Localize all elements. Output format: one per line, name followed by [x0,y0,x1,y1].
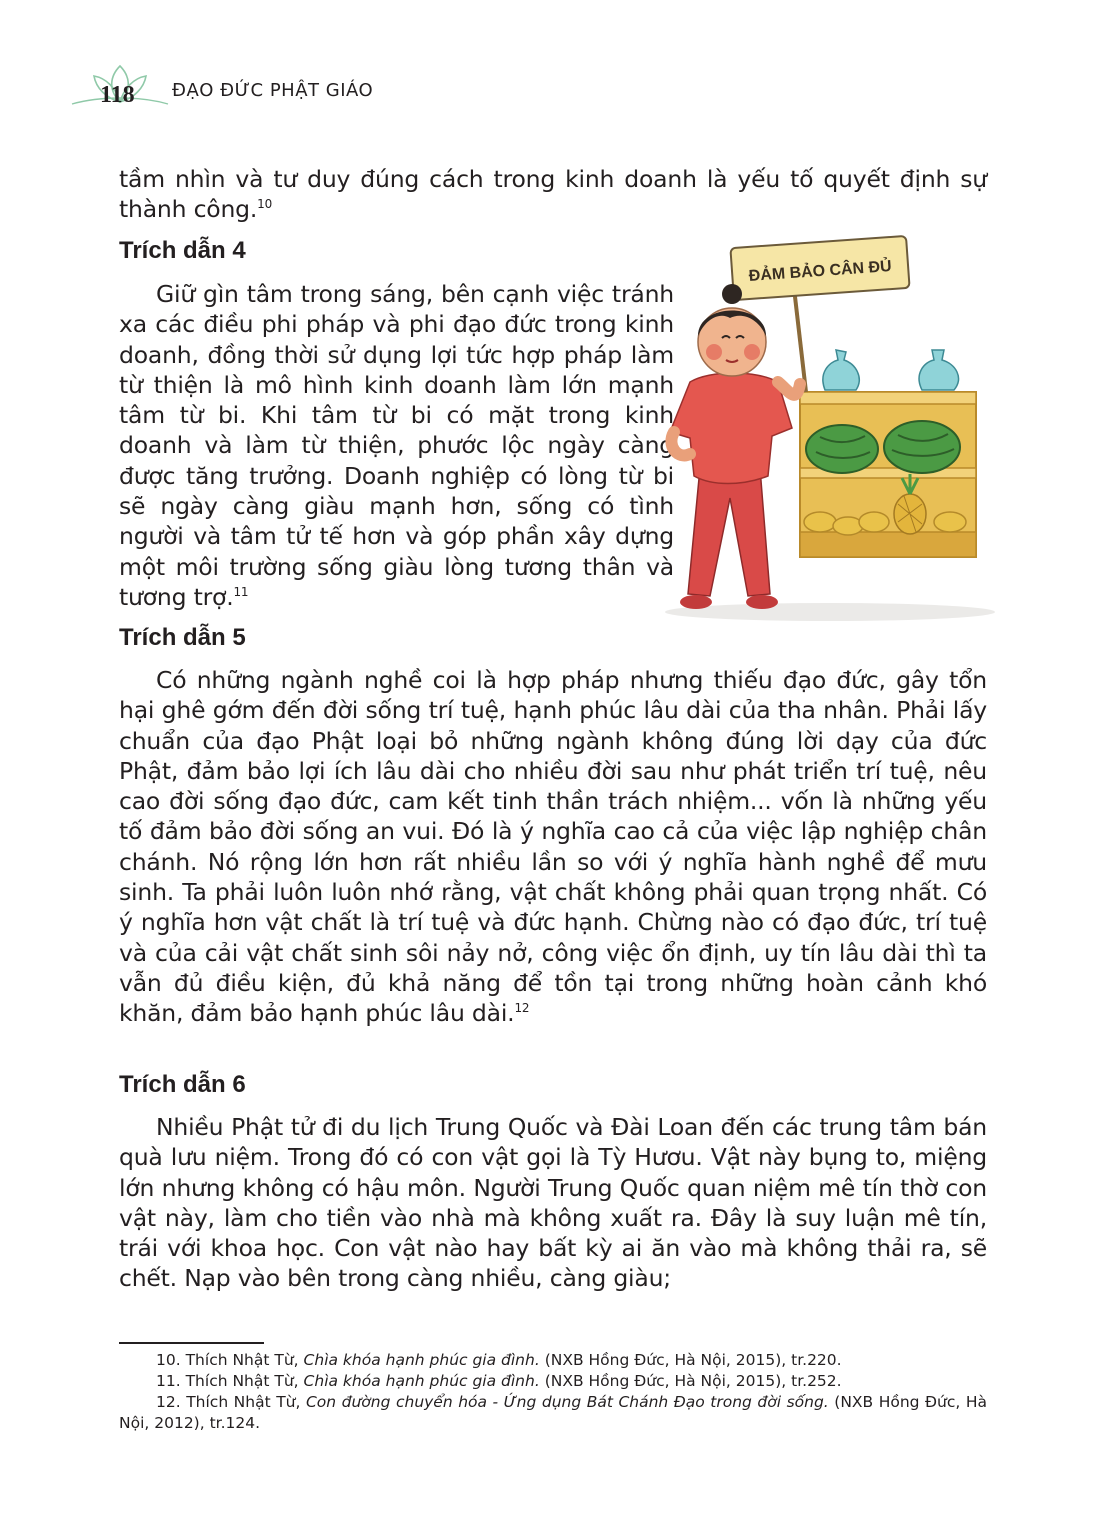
watermelon-2 [884,421,960,473]
section-paragraph-6 [119,1112,987,1294]
page-header [70,62,490,112]
vendor-shirt [670,373,792,484]
section-text-5: Có những ngành nghề coi là hợp pháp nhưng thiếu đạo đức, gây tổn hại ghê gớm đến đời sống trí tuệ, hạnh phúc lâu dài của tha nhân. Phải lấy chuẩn của đạo Phật loại bỏ những ngành không đúng lời dạy của đức Phật, đảm bảo lợi ích lâu dài cho nhiều đời sau như phát triển trí tuệ, nêu cao đời sống đạo đức, cam kết tinh thần trách nhiệm... vốn là những yếu tố đảm bảo đời sống an vui. Đó là ý nghĩa cao cả của việc lập nghiệp chân chánh. Nó rộng lớn hơn rất nhiều lần so với ý nghĩa hành nghề để mưu sinh. Ta phải luôn luôn nhớ rằng, vật chất không phải quan trọng nhất. Có ý nghĩa hơn vật chất là trí tuệ và đức hạnh. Chừng nào có đạo đức, trí tuệ và của cải vật chất sinh sôi nảy nở, công việc ổn định, uy tín lâu dài thì ta vẫn đủ điều kiện, đủ khả năng để tồn tại trong những hoàn cảnh khó khăn, đảm bảo hạnh phúc lâu dài. [119,666,987,1028]
footnote-publication: (NXB Hồng Đức, Hà Nội, 2015), tr.252. [539,1372,842,1390]
section-text-6: Nhiều Phật tử đi du lịch Trung Quốc và Đài Loan đến các trung tâm bán quà lưu niệm. Trong đó có con vật gọi là Tỳ Hươu. Vật này bụng to, miệng lớn nhưng không có hậu môn. Người Trung Quốc quan niệm mê tín thờ con vật này, làm cho tiền vào nhà mà không xuất ra. Đây là suy luận mê tín, trái với khoa học. Con vật nào hay bất kỳ ai ăn vào mà không thải ra, sẽ chết. Nạp vào bên trong càng nhiều, càng giàu; [119,1113,987,1293]
footnote-publication: (NXB Hồng Đức, Hà Nội, 2012), tr.124. [119,1393,988,1432]
footnote-author: Thích Nhật Từ, [185,1351,304,1369]
fruit-bag-1 [823,350,859,390]
footnote-ref-11: 11 [233,584,249,599]
section-heading-4: Trích dẫn 4 [119,237,246,264]
fruit-bag-2 [919,350,958,390]
footnote-ref-10: 10 [257,197,273,212]
footnote-11 [119,1371,987,1392]
footnote-author: Thích Nhật Từ, [185,1372,304,1390]
footnote-divider [119,1342,264,1344]
footnote-number: 12. [156,1393,181,1411]
footnote-10 [119,1350,987,1371]
footnote-number: 10. [156,1351,181,1369]
watermelon-1 [806,425,878,473]
section-heading-5: Trích dẫn 5 [119,624,246,651]
footnotes [119,1350,987,1434]
intro-paragraph [119,164,987,225]
sign-text: ĐẢM BẢO CÂN ĐỦ [748,258,893,285]
running-title: ĐẠO ĐỨC PHẬT GIÁO [172,80,374,101]
sign-pole [794,288,806,392]
section-text-4: Giữ gìn tâm trong sáng, bên cạnh việc tránh xa các điều phi pháp và phi đạo đức trong kinh doanh, đồng thời sử dụng lợi tức hợp pháp làm từ thiện là mô hình kinh doanh làm lớn mạnh tâm từ bi. Khi tâm từ bi có mặt trong kinh doanh và làm từ thiện, phước lộc ngày càng được tăng trưởng. Doanh nghiệp có lòng từ bi sẽ ngày càng giàu mạnh hơn, sống có tình người và tâm tử tế hơn và góp phần xây dựng một môi trường sống giàu lòng tương thân và tương trợ. [119,280,674,611]
footnote-12 [119,1392,987,1434]
ground-shadow [665,603,995,621]
vendor-illustration [660,232,1000,624]
section-heading-6: Trích dẫn 6 [119,1071,246,1098]
footnote-title: Chìa khóa hạnh phúc gia đình. [303,1372,540,1390]
footnote-number: 11. [156,1372,181,1390]
section-paragraph-4 [119,279,674,612]
intro-text: tầm nhìn và tư duy đúng cách trong kinh doanh là yếu tố quyết định sự thành công. [119,165,987,224]
footnote-publication: (NXB Hồng Đức, Hà Nội, 2015), tr.220. [539,1351,842,1369]
footnote-title: Con đường chuyển hóa - Ứng dụng Bát Chánh Đạo trong đời sống. [305,1393,829,1411]
vendor-legs [688,468,770,596]
footnote-title: Chìa khóa hạnh phúc gia đình. [303,1351,540,1369]
page-number: 118 [100,82,135,108]
footnote-ref-12: 12 [514,1001,530,1016]
section-paragraph-5 [119,665,987,1029]
footnote-author: Thích Nhật Từ, [186,1393,306,1411]
